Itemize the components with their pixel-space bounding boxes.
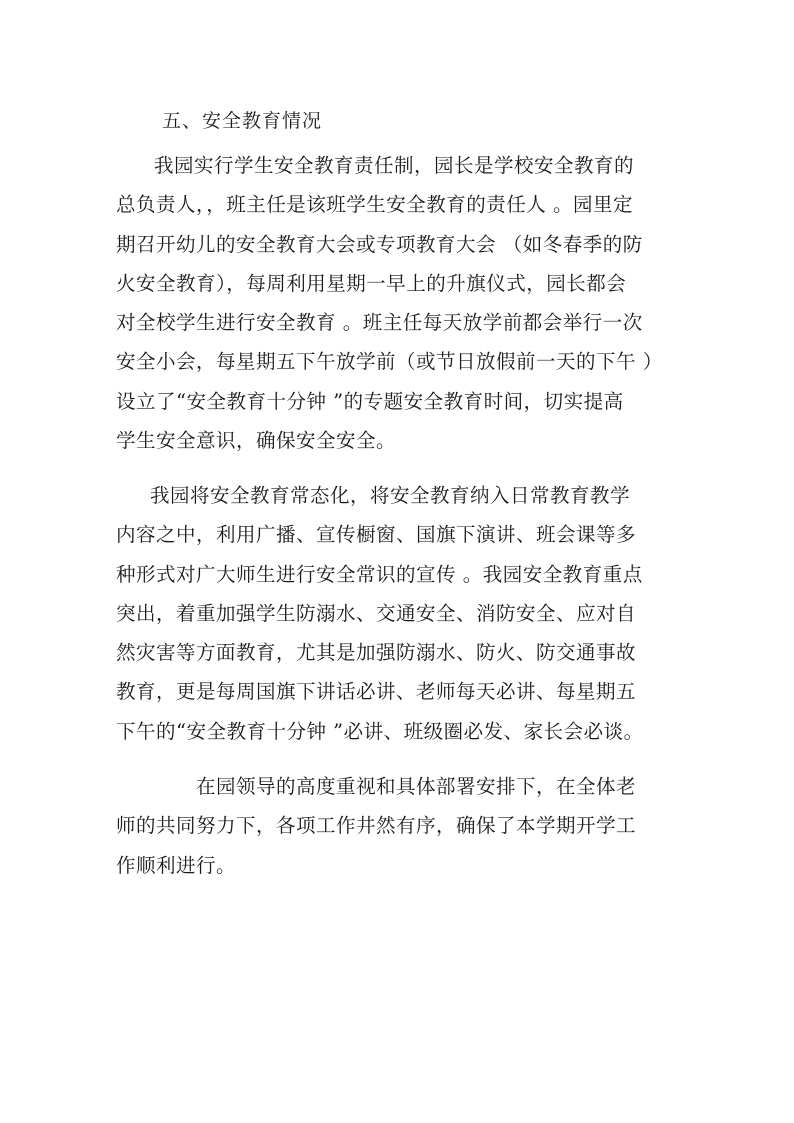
paragraph-line: 对全校学生进行安全教育 。班主任每天放学前都会举行一次 xyxy=(116,311,643,335)
paragraph-line: 在园领导的高度重视和具体部署安排下，在全体老 xyxy=(196,775,637,798)
paragraph-line: 学生安全意识，确保安全安全。 xyxy=(116,429,397,453)
paragraph-line: 然灾害等方面教育，尤其是加强防溺水、防火、防交通事故 xyxy=(116,641,637,665)
paragraph-safety-routine xyxy=(116,476,676,751)
paragraph-line: 下午的“安全教育十分钟 ”必讲、班级圈必发、家长会必谈。 xyxy=(116,719,644,743)
paragraph-line: 种形式对广大师生进行安全常识的宣传 。我园安全教育重点 xyxy=(116,562,643,586)
paragraph-line: 我园将安全教育常态化，将安全教育纳入日常教育教学 xyxy=(150,484,631,507)
paragraph-safety-responsibility xyxy=(116,146,676,460)
paragraph-conclusion xyxy=(116,767,676,885)
paragraph-line: 师的共同努力下，各项工作井然有序，确保了本学期开学工 xyxy=(116,814,637,838)
paragraph-line: 突出，着重加强学生防溺水、交通安全、消防安全、应对自 xyxy=(116,601,637,625)
paragraph-line: 期召开幼儿的安全教育大会或专项教育大会 （如冬春季的防 xyxy=(116,232,643,256)
paragraph-line: 安全小会，每星期五下午放学前（或节日放假前一天的下午 ） xyxy=(116,350,663,374)
paragraph-line: 内容之中，利用广播、宣传橱窗、国旗下演讲、班会课等多 xyxy=(116,523,637,547)
paragraph-line: 设立了“安全教育十分钟 ”的专题安全教育时间，切实提高 xyxy=(116,389,624,413)
paragraph-line: 总负责人，，班主任是该班学生安全教育的责任人 。园里定 xyxy=(116,193,633,217)
paragraph-line: 作顺利进行。 xyxy=(116,853,237,877)
paragraph-line: 我园实行学生安全教育责任制，园长是学校安全教育的 xyxy=(154,154,635,177)
paragraph-line: 火安全教育），每周利用星期一早上的升旗仪式，园长都会 xyxy=(116,271,627,295)
section-heading: 五、安全教育情况 xyxy=(162,110,323,132)
paragraph-line: 教育，更是每周国旗下讲话必讲、老师每天必讲、每星期五 xyxy=(116,680,637,704)
